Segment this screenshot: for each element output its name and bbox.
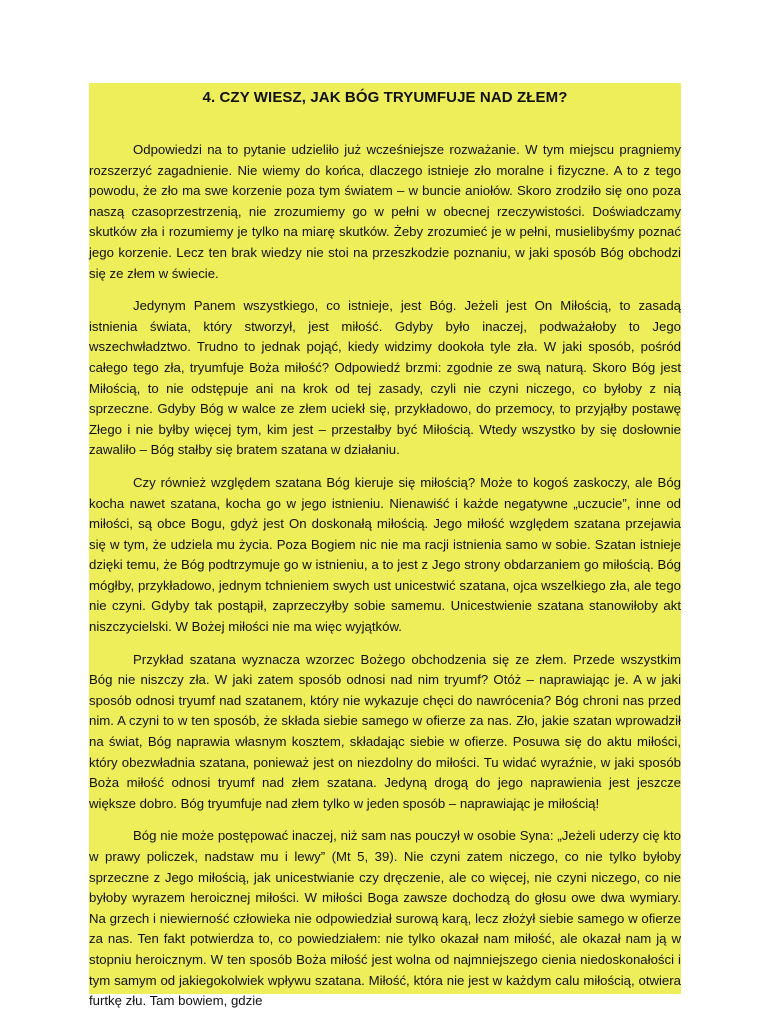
paragraph-4: Przykład szatana wyznacza wzorzec Bożego obchodzenia się ze złem. Przede wszystkim Bóg nie niszczy zła. W jaki zatem sposób odnosi nad nim tryumf? Otóż – naprawiając je. A w jaki sposób odnosi tryumf nad szatanem, który nie wykazuje chęci do nawrócenia? Bóg chroni nas przed nim. A czyni to w ten sposób, że składa siebie samego w ofierze za nas. Zło, jakie szatan wprowadził na świat, Bóg naprawia własnym kosztem, składając siebie w ofierze. Posuwa się do aktu miłości, który obezwładnia szatana, ponieważ jest on niezdolny do miłości. Tu widać wyraźnie, w jaki sposób Boża miłość odnosi tryumf nad złem szatana. Jedyną drogą do jego naprawienia jest jeszcze większe dobro. Bóg tryumfuje nad złem tylko w jeden sposób – naprawiając je miłością!	[89, 651, 681, 811]
paragraph-3: Czy również względem szatana Bóg kieruje się miłością? Może to kogoś zaskoczy, ale Bóg kocha nawet szatana, kocha go w jego istnieniu. Nienawiść i każde negatywne „uczucie”, inne od miłości, są obce Bogu, gdyż jest On doskonałą miłością. Jego miłość względem szatana przejawia się w tym, że udziela mu życia. Poza Bogiem nic nie ma racji istnienia samo w sobie. Szatan istnieje dzięki temu, że Bóg podtrzymuje go w istnieniu, a to jest z Jego strony obdarzaniem go miłością. Bóg mógłby, przykładowo, jednym tchnieniem swych ust unicestwić szatana, ojca wszelkiego zła, ale tego nie czyni. Gdyby tak postąpił, zaprzeczyłby sobie samemu. Unicestwienie szatana stanowiłoby akt niszczycielski. W Bożej miłości nie ma więc wyjątków.	[89, 474, 681, 635]
paragraph-5: Bóg nie może postępować inaczej, niż sam nas pouczył w osobie Syna: „Jeżeli uderzy cię kto w prawy policzek, nadstaw mu i lewy” (Mt 5, 39). Nie czyni zatem niczego, co nie tylko byłoby sprzeczne z Jego miłością, jak unicestwianie czy dręczenie, ale co więcej, nie czyni niczego, co nie byłoby wyrazem heroicznej miłości. W miłości Boga zawsze dochodzą do głosu owe dwa wymiary. Na grzech i niewierność człowieka nie odpowiedział surową karą, lecz złożył siebie samego w ofierze za nas. Ten fakt potwierdza to, co powiedziałem: nie tylko okazał nam miłość, ale okazał nam ją w stopniu heroicznym. W ten sposób Boża miłość jest wolna od najmniejszego cienia niedoskonałości i tym samym od jakiegokolwiek wpływu szatana. Miłość, która nie jest w każdym calu miłością, otwiera furtkę złu. Tam bowiem, gdzie	[89, 828, 681, 1009]
paragraph-1: Odpowiedzi na to pytanie udzieliło już wcześniejsze rozważanie. W tym miejscu pragniemy rozszerzyć zagadnienie. Nie wiemy do końca, dlaczego istnieje zło moralne i fizyczne. A to z tego powodu, że zło ma swe korzenie poza tym światem – w buncie aniołów. Skoro zrodziło się ono poza naszą czasoprzestrzenią, nie zrozumiemy go w pełni w obecnej rzeczywistości. Doświadczamy skutków zła i rozumiemy je tylko na miarę skutków. Żeby zrozumieć je w pełni, musielibyśmy poznać jego korzenie. Lecz ten brak wiedzy nie stoi na przeszkodzie poznaniu, w jaki sposób Bóg obchodzi się ze złem w świecie.	[89, 142, 681, 281]
document-body	[89, 87, 681, 1012]
document-title: 4. CZY WIESZ, JAK BÓG TRYUMFUJE NAD ZŁEM?	[202, 89, 568, 106]
paragraph-2: Jedynym Panem wszystkiego, co istnieje, jest Bóg. Jeżeli jest On Miłością, to zasadą istnienia świata, który stworzył, jest miłość. Gdyby było inaczej, podważałoby to Jego wszechwładztwo. Trudno to jednak pojąć, kiedy widzimy dookoła tyle zła. W jaki sposób, pośród całego tego zła, tryumfuje Boża miłość? Odpowiedź brzmi: zgodnie ze swą naturą. Skoro Bóg jest Miłością, to nie odstępuje ani na krok od tej zasady, czyli nie czyni niczego, co byłoby z nią sprzeczne. Gdyby Bóg w walce ze złem uciekł się, przykładowo, do przemocy, to przyjąłby postawę Złego i nie byłby więcej tym, kim jest – przestałby być Miłością. Wtedy wszystko by się dosłownie zawaliło – Bóg stałby się bratem szatana w działaniu.	[89, 298, 681, 458]
